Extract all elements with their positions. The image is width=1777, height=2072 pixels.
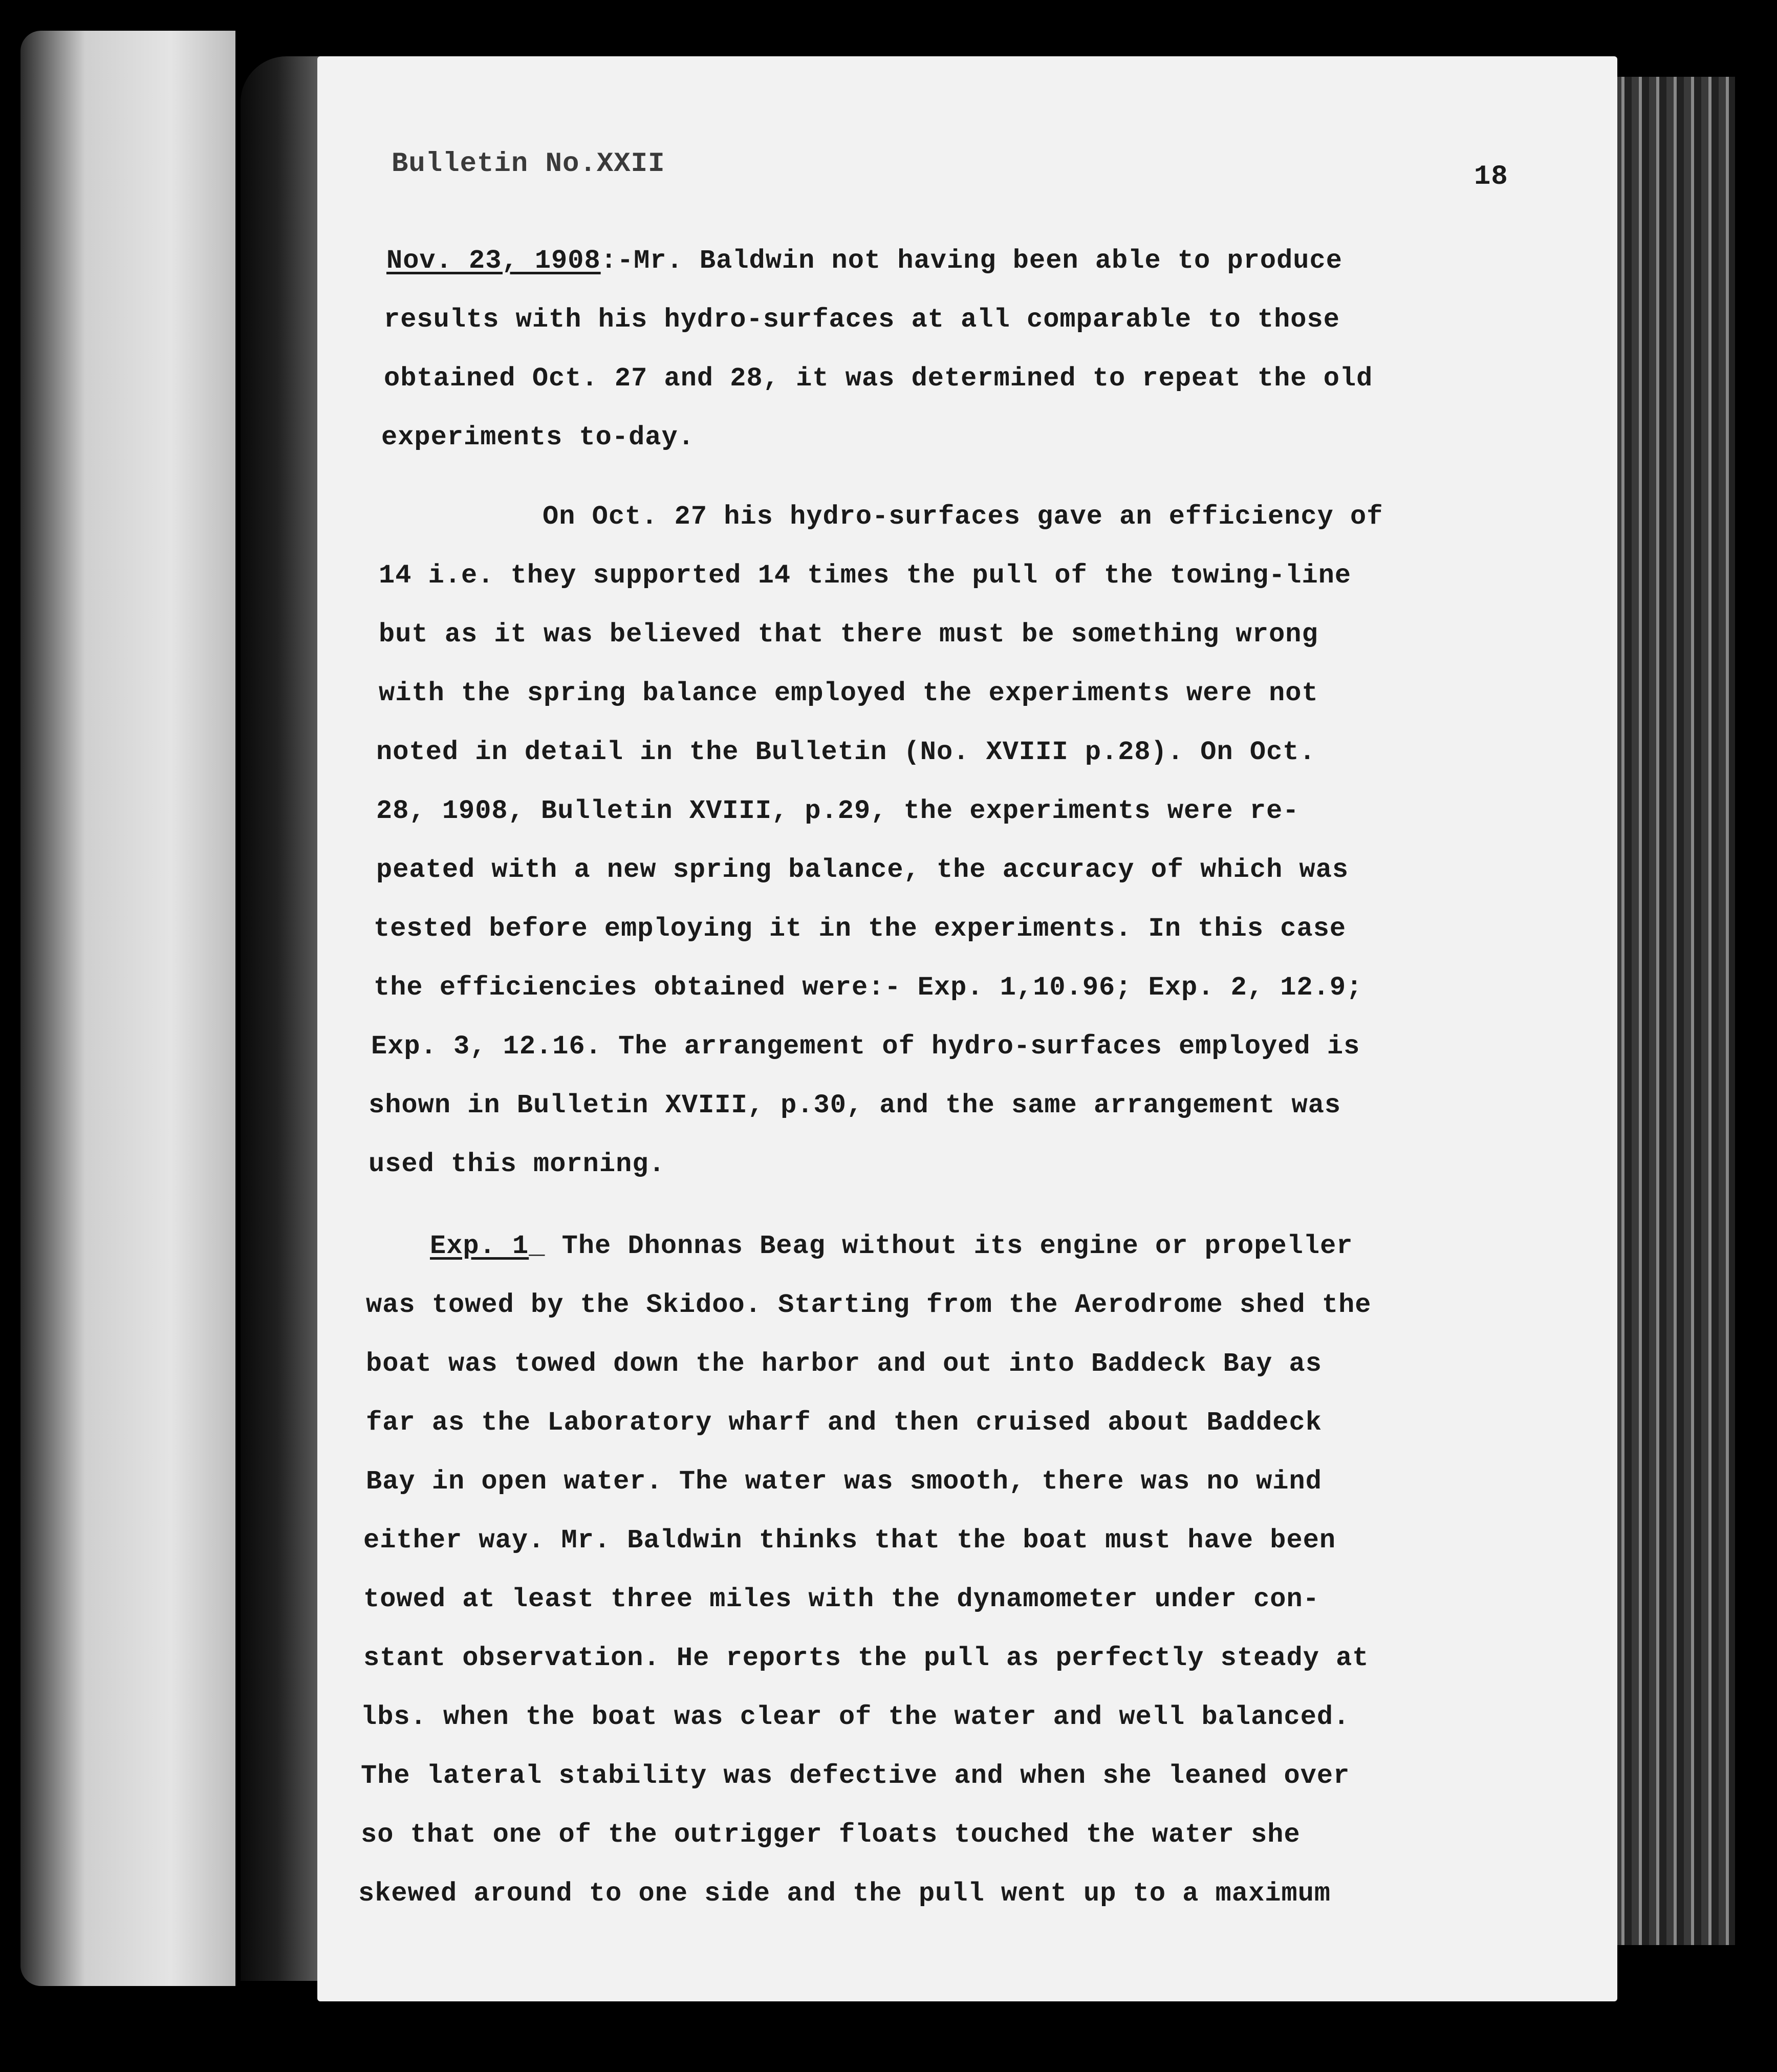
text-line: so that one of the outrigger floats touched the water she — [361, 1820, 1301, 1850]
text-line: lbs. when the boat was clear of the water and well balanced. — [361, 1702, 1350, 1732]
text-line: tested before employing it in the experiments. In this case — [374, 914, 1347, 944]
text-line: noted in detail in the Bulletin (No. XVIII p.28). On Oct. — [376, 737, 1316, 767]
text-line: the efficiencies obtained were:- Exp. 1,10.96; Exp. 2, 12.9; — [374, 973, 1363, 1003]
text-line: results with his hydro-surfaces at all comparable to those — [384, 305, 1340, 335]
text-line: Bay in open water. The water was smooth, there was no wind — [366, 1466, 1322, 1497]
page-number: 18 — [1474, 161, 1508, 192]
text-line: was towed by the Skidoo. Starting from the Aerodrome shed the — [366, 1290, 1372, 1320]
text-line: peated with a new spring balance, the accuracy of which was — [376, 855, 1349, 885]
text-line: towed at least three miles with the dynamometer under con- — [363, 1584, 1319, 1614]
left-page-edge — [20, 31, 235, 1986]
text-line: with the spring balance employed the experiments were not — [379, 678, 1318, 708]
text-line: obtained Oct. 27 and 28, it was determined to repeat the old — [384, 363, 1373, 394]
text-line — [430, 1231, 1353, 1262]
text-line: either way. Mr. Baldwin thinks that the boat must have been — [363, 1525, 1336, 1556]
text-line: far as the Laboratory wharf and then cruised about Baddeck — [366, 1408, 1322, 1438]
text-line: skewed around to one side and the pull went up to a maximum — [358, 1879, 1331, 1909]
text-line: used this morning. — [369, 1149, 665, 1179]
page-stack-edge — [1597, 77, 1735, 1945]
text-line: Exp. 3, 12.16. The arrangement of hydro-surfaces employed is — [371, 1031, 1360, 1062]
text-line: The lateral stability was defective and when she leaned over — [361, 1761, 1350, 1791]
page-text — [317, 56, 1617, 2001]
bulletin-label: Bulletin No.XXII — [392, 148, 665, 180]
text-line: experiments to-day. — [381, 422, 695, 452]
text-line: but as it was believed that there must be something wrong — [379, 619, 1318, 650]
text-line: boat was towed down the harbor and out into Baddeck Bay as — [366, 1349, 1322, 1379]
text-line: On Oct. 27 his hydro-surfaces gave an efficiency of — [543, 502, 1383, 532]
text-line: 14 i.e. they supported 14 times the pull of the towing-line — [379, 560, 1352, 591]
experiment-heading: Exp. 1 — [430, 1231, 529, 1261]
text-line: stant observation. He reports the pull as perfectly steady at — [363, 1643, 1369, 1673]
line-text: :-Mr. Baldwin not having been able to produce — [600, 246, 1342, 276]
document-page — [317, 56, 1617, 2001]
line-text: _ The Dhonnas Beag without its engine or propeller — [529, 1231, 1353, 1261]
date-heading: Nov. 23, 1908 — [386, 246, 601, 276]
text-line: 28, 1908, Bulletin XVIII, p.29, the experiments were re- — [376, 796, 1299, 826]
text-line: shown in Bulletin XVIII, p.30, and the same arrangement was — [369, 1090, 1341, 1120]
text-line — [386, 246, 1342, 276]
